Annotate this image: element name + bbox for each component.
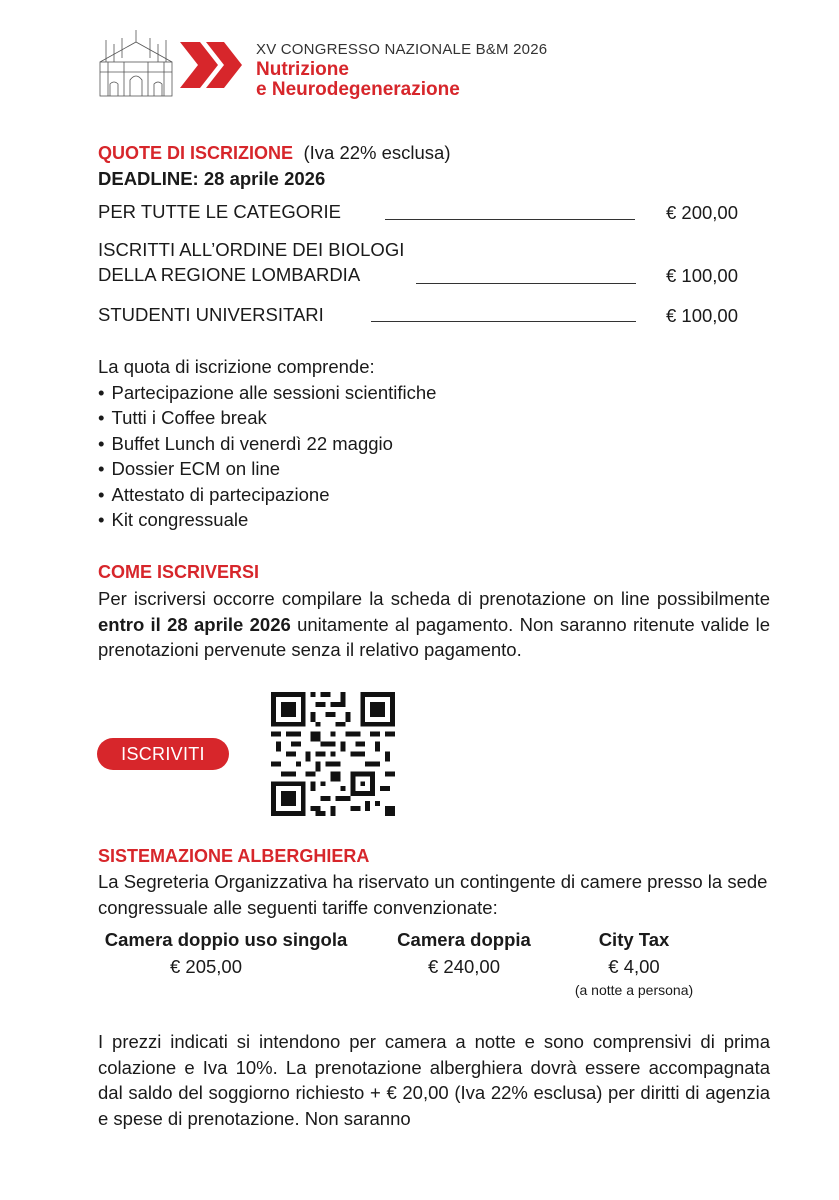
list-item: • Kit congressuale — [98, 507, 770, 533]
rate-note: (a notte a persona) — [574, 982, 694, 998]
list-item: • Dossier ECM on line — [98, 456, 770, 482]
rate-name: City Tax — [598, 929, 670, 950]
register-button[interactable]: ISCRIVITI — [97, 738, 229, 770]
fee-leader-line — [371, 321, 636, 322]
duomo-logo-icon — [96, 28, 176, 98]
hotel-rates — [98, 928, 770, 1008]
rate-double — [392, 928, 536, 982]
list-item: • Tutti i Coffee break — [98, 405, 770, 431]
rate-name: Camera doppia — [397, 929, 531, 950]
includes-section — [98, 354, 770, 533]
chevrons-logo-icon — [180, 40, 246, 90]
fee-row — [98, 237, 738, 289]
fees-title: QUOTE DI ISCRIZIONE — [98, 143, 294, 163]
rate-price: € 240,00 — [427, 956, 500, 977]
fee-leader-line — [385, 219, 635, 220]
fee-label-line2: DELLA REGIONE LOMBARDIA — [98, 264, 361, 285]
includes-intro: La quota di iscrizione comprende: — [98, 356, 375, 377]
fee-row — [98, 199, 738, 225]
list-item: • Attestato di partecipazione — [98, 482, 770, 508]
rate-single — [98, 928, 354, 982]
register-text: Per iscriversi occorre compilare la scheda di prenotazione on line possibilmente entro il 28 aprile 2026 unitamente al pagamento. Non saranno ritenute valide le prenotazioni pervenute senza il relativo pagamento. — [98, 588, 771, 660]
congress-title-line1: Nutrizione — [256, 59, 349, 80]
list-item: • Buffet Lunch di venerdì 22 maggio — [98, 431, 770, 457]
fee-row — [98, 302, 738, 328]
header — [96, 28, 656, 108]
congress-title-line2: e Neurodegenerazione — [256, 79, 460, 100]
fees-heading — [98, 140, 770, 166]
vat-note: (Iva 22% esclusa) — [303, 142, 451, 163]
rate-name: Camera doppio uso singola — [104, 929, 348, 950]
hotel-footer-text: I prezzi indicati si intendono per camera a notte e sono comprensivi di prima colazione e Iva 10%. La prenotazione alberghiera dovrà essere accompagnata dal saldo del soggiorno richiesto + € 20,00 (Iva 22% esclusa) per diritti di agenzia e spese di prenotazione. Non saranno — [98, 1031, 770, 1129]
register-title: COME ISCRIVERSI — [98, 562, 260, 582]
fee-label: PER TUTTE LE CATEGORIE — [98, 201, 341, 222]
list-item: • Partecipazione alle sessioni scientifiche — [98, 380, 770, 406]
fee-price: € 200,00 — [665, 202, 738, 223]
deadline: DEADLINE: 28 aprile 2026 — [98, 168, 326, 189]
fee-leader-line — [416, 283, 636, 284]
rate-city-tax — [560, 928, 708, 998]
rate-price: € 205,00 — [169, 956, 242, 977]
fee-label: STUDENTI UNIVERSITARI — [98, 304, 324, 325]
fee-label-line1: ISCRITTI ALL’ORDINE DEI BIOLOGI — [98, 239, 405, 260]
includes-list — [98, 380, 770, 533]
hotel-text: La Segreteria Organizzativa ha riservato un contingente di camere presso la sede congressuale alle seguenti tariffe convenzionate: — [98, 871, 768, 918]
congress-name: XV CONGRESSO NAZIONALE B&M 2026 — [256, 41, 548, 58]
rate-price: € 4,00 — [608, 956, 660, 977]
qr-code-icon[interactable] — [271, 692, 395, 816]
hotel-title: SISTEMAZIONE ALBERGHIERA — [98, 846, 370, 866]
fee-price: € 100,00 — [665, 265, 738, 286]
fee-price: € 100,00 — [665, 305, 738, 326]
